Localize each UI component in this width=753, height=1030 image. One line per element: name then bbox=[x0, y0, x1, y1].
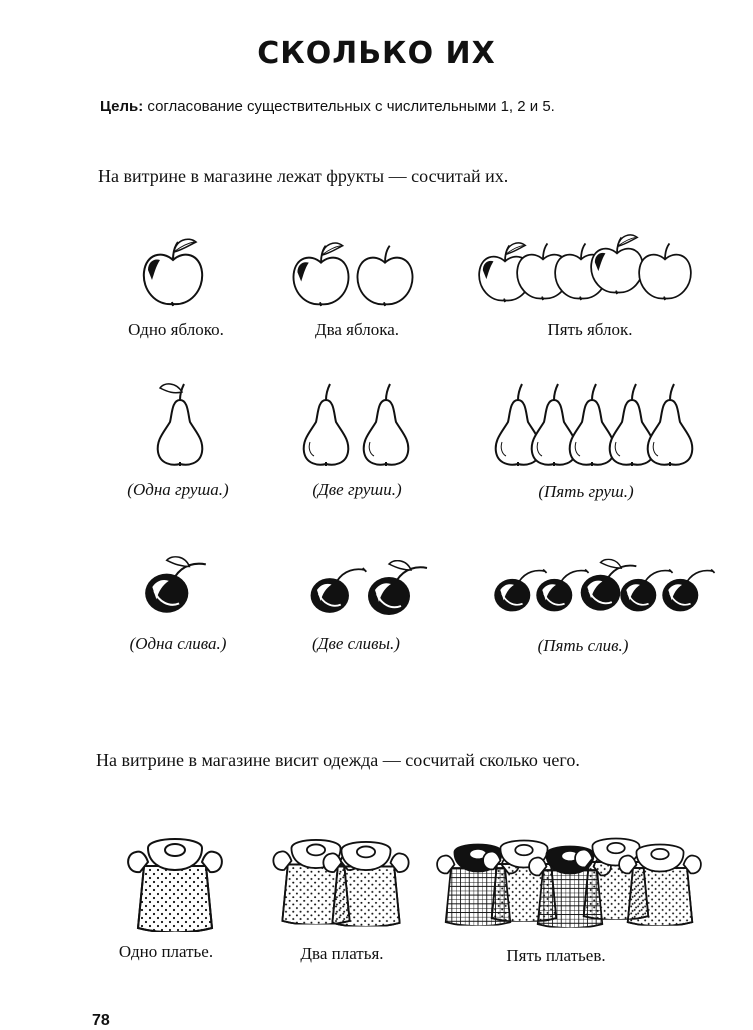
caption-pear-five: (Пять груш.) bbox=[538, 482, 634, 501]
apple-single-illustration bbox=[138, 232, 208, 312]
plums-five-illustration bbox=[490, 556, 704, 622]
instruction-fruits: На витрине в магазине лежат фрукты — сосчитай их. bbox=[98, 166, 509, 186]
goal-text: согласование существительных с числительными 1, 2 и 5. bbox=[147, 98, 555, 115]
pears-two-illustration bbox=[296, 380, 416, 470]
pear-single-illustration bbox=[150, 380, 210, 470]
page-number: 78 bbox=[92, 1012, 110, 1029]
caption-plum-one: (Одна слива.) bbox=[129, 634, 227, 653]
instruction-clothes: На витрине в магазине висит одежда — сосчитай сколько чего. bbox=[96, 750, 580, 770]
dress-single-illustration bbox=[120, 832, 230, 932]
plum-single-illustration bbox=[140, 556, 212, 618]
caption-pear-one: (Одна груша.) bbox=[127, 480, 229, 499]
caption-dress-two: Два платья. bbox=[300, 944, 384, 963]
caption-plum-five: (Пять слив.) bbox=[537, 636, 629, 655]
caption-dress-one: Одно платье. bbox=[118, 942, 214, 961]
goal-line bbox=[100, 98, 555, 115]
caption-apple-five: Пять яблок. bbox=[547, 320, 633, 339]
goal-label: Цель: bbox=[100, 98, 144, 115]
page-title: СКОЛЬКО ИХ bbox=[257, 36, 496, 71]
caption-dress-five: Пять платьев. bbox=[506, 946, 606, 965]
caption-plum-two: (Две сливы.) bbox=[312, 634, 400, 653]
caption-pear-two: (Две груши.) bbox=[312, 480, 402, 499]
dresses-two-illustration bbox=[266, 830, 416, 930]
apples-five-illustration bbox=[474, 226, 714, 312]
apples-two-illustration bbox=[288, 236, 418, 312]
caption-apple-two: Два яблока. bbox=[314, 320, 400, 339]
pears-five-illustration bbox=[488, 380, 702, 470]
dresses-five-illustration bbox=[430, 828, 710, 932]
caption-apple-one: Одно яблоко. bbox=[128, 320, 224, 339]
plums-two-illustration bbox=[306, 560, 436, 622]
